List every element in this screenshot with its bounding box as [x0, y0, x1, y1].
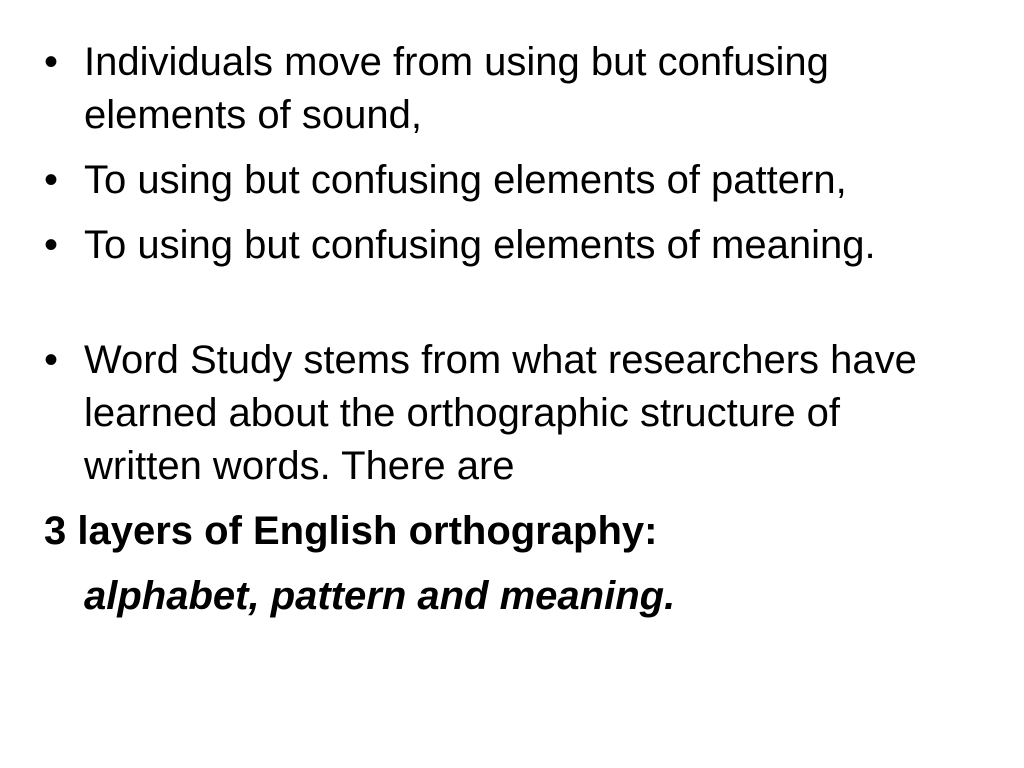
bullet-icon: •	[44, 338, 59, 382]
bullet-text: Word Study stems from what researchers have learned about the orthographic structure of written words. There are	[84, 338, 917, 488]
bullet-item	[44, 219, 964, 272]
bullet-item	[44, 154, 964, 207]
bullet-icon: •	[44, 223, 59, 267]
orthography-layers-list: alphabet, pattern and meaning.	[84, 574, 676, 618]
bullet-item	[44, 36, 964, 142]
bullet-text: To using but confusing elements of meaning.	[84, 223, 876, 267]
bullet-text: To using but confusing elements of pattern,	[84, 158, 847, 202]
bullet-list	[44, 36, 964, 493]
bullet-icon: •	[44, 40, 59, 84]
bullet-icon: •	[44, 158, 59, 202]
orthography-layers-heading: 3 layers of English orthography:	[44, 509, 658, 553]
bullet-item	[44, 334, 964, 493]
bullet-text: Individuals move from using but confusing elements of sound,	[84, 40, 829, 137]
